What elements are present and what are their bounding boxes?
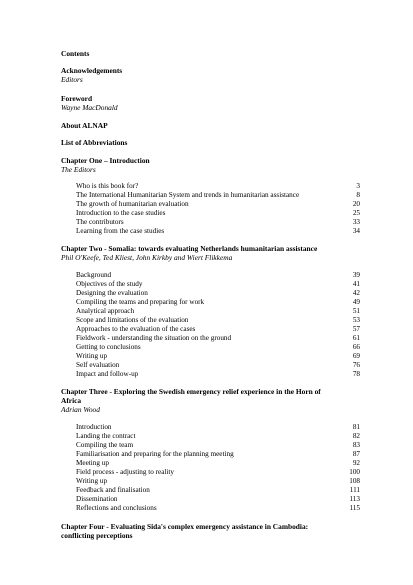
toc-entry [76,352,360,361]
toc-entry-page: 49 [352,298,360,306]
front-matter-title: Acknowledgements [61,66,123,75]
toc-entry [76,432,360,441]
toc-entry [76,468,360,477]
toc-entry [76,504,360,513]
toc-entry-title: Objectives of the study [76,280,143,288]
toc-entry-title: Introduction [76,423,112,431]
toc-entry [76,361,360,370]
toc-entry-title: Dissemination [76,495,118,503]
toc-entry-page: 33 [352,218,360,226]
toc-entry [76,298,360,307]
toc-entry-page: 61 [352,334,360,342]
front-matter-title: About ALNAP [61,121,108,130]
toc-entry [76,227,360,236]
chapter-author: Adrian Wood [61,405,100,414]
chapter-title-continued: conflicting perceptions [61,531,133,540]
chapter-title: Chapter Three - Exploring the Swedish emergency relief experience in the Horn of [61,387,321,396]
toc-entry [76,218,360,227]
chapter-author: Phil O'Keefe, Ted Kliest, John Kirkby and Wiert Flikkema [61,253,233,262]
toc-entry-title: Compiling the team [76,441,134,449]
toc-entry-page: 3 [356,182,360,190]
toc-entry [76,209,360,218]
toc-entry-page: 100 [349,468,360,476]
toc-entry-title: Who is this book for? [76,182,139,190]
toc-entry-title: Introduction to the case studies [76,209,166,217]
toc-entry-title: Designing the evaluation [76,289,148,297]
toc-entry-title: Self evaluation [76,361,120,369]
toc-entry-title: Compiling the teams and preparing for work [76,298,205,306]
toc-entry-page: 108 [349,477,360,485]
chapter-author: The Editors [61,165,96,174]
toc-entry-page: 25 [352,209,360,217]
toc-entry [76,307,360,316]
toc-entry [76,423,360,432]
front-matter-author: Editors [61,75,83,84]
toc-entry [76,450,360,459]
toc-entry-page: 53 [352,316,360,324]
toc-entry [76,325,360,334]
toc-entry-page: 41 [352,280,360,288]
toc-entry [76,477,360,486]
toc-entry-title: The growth of humanitarian evaluation [76,200,189,208]
toc-entry-title: Fieldwork - understanding the situation on the ground [76,334,232,342]
toc-entry-title: Writing up [76,477,108,485]
toc-entry-title: Learning from the case studies [76,227,165,235]
contents-title: Contents [61,49,90,58]
toc-entry-page: 39 [352,271,360,279]
toc-entry-page: 113 [349,495,360,503]
toc-entry-page: 34 [352,227,360,235]
toc-entry-title: Meeting up [76,459,109,467]
chapter-title: Chapter Two - Somalia: towards evaluating Netherlands humanitarian assistance [61,244,318,253]
front-matter-title: Foreword [61,94,93,103]
toc-entry [76,495,360,504]
toc-entry-page: 92 [352,459,360,467]
front-matter-title: List of Abbreviations [61,138,128,147]
toc-entry-page: 76 [352,361,360,369]
toc-entry-title: Familiarisation and preparing for the planning meeting [76,450,234,458]
toc-entry [76,289,360,298]
toc-entry-page: 57 [352,325,360,333]
toc-entry-title: Landing the contract [76,432,136,440]
chapter-title: Chapter Four - Evaluating Sida's complex emergency assistance in Cambodia: [61,522,309,531]
toc-entry-page: 20 [352,200,360,208]
toc-entry-title: Scope and limitations of the evaluation [76,316,189,324]
toc-entry-page: 81 [352,423,360,431]
toc-entry-title: Writing up [76,352,108,360]
chapter-title: Chapter One – Introduction [61,156,150,165]
toc-entry-title: Getting to conclusions [76,343,141,351]
toc-entry-page: 82 [352,432,360,440]
toc-entry-page: 87 [352,450,360,458]
toc-entry-page: 51 [352,307,360,315]
toc-entry [76,486,360,495]
toc-entry-title: Reflections and conclusions [76,504,157,512]
toc-entry-page: 83 [352,441,360,449]
toc-entry [76,200,360,209]
toc-entry [76,459,360,468]
toc-entry [76,191,360,200]
toc-entry-title: Impact and follow-up [76,370,139,378]
toc-entry-page: 42 [352,289,360,297]
toc-entry [76,316,360,325]
toc-entry [76,334,360,343]
toc-entry-page: 111 [349,486,360,494]
toc-entry-title: The contributors [76,218,124,226]
toc-entry-title: Approaches to the evaluation of the cases [76,325,196,333]
toc-entry-page: 69 [352,352,360,360]
toc-entry-page: 66 [352,343,360,351]
toc-entry [76,182,360,191]
toc-entry-page: 115 [349,504,360,512]
toc-entry-page: 78 [352,370,360,378]
toc-entry-title: Background [76,271,112,279]
toc-entry-title: The International Humanitarian System and trends in humanitarian assistance [76,191,300,199]
chapter-title-continued: Africa [61,396,82,405]
toc-entry [76,280,360,289]
toc-entry [76,271,360,280]
toc-entry [76,370,360,379]
toc-entry [76,343,360,352]
toc-entry-title: Feedback and finalisation [76,486,150,494]
front-matter-author: Wayne MacDonald [61,103,118,112]
toc-entry-title: Analytical approach [76,307,135,315]
toc-entry-page: 8 [356,191,360,199]
toc-entry-title: Field process - adjusting to reality [76,468,175,476]
toc-entry [76,441,360,450]
